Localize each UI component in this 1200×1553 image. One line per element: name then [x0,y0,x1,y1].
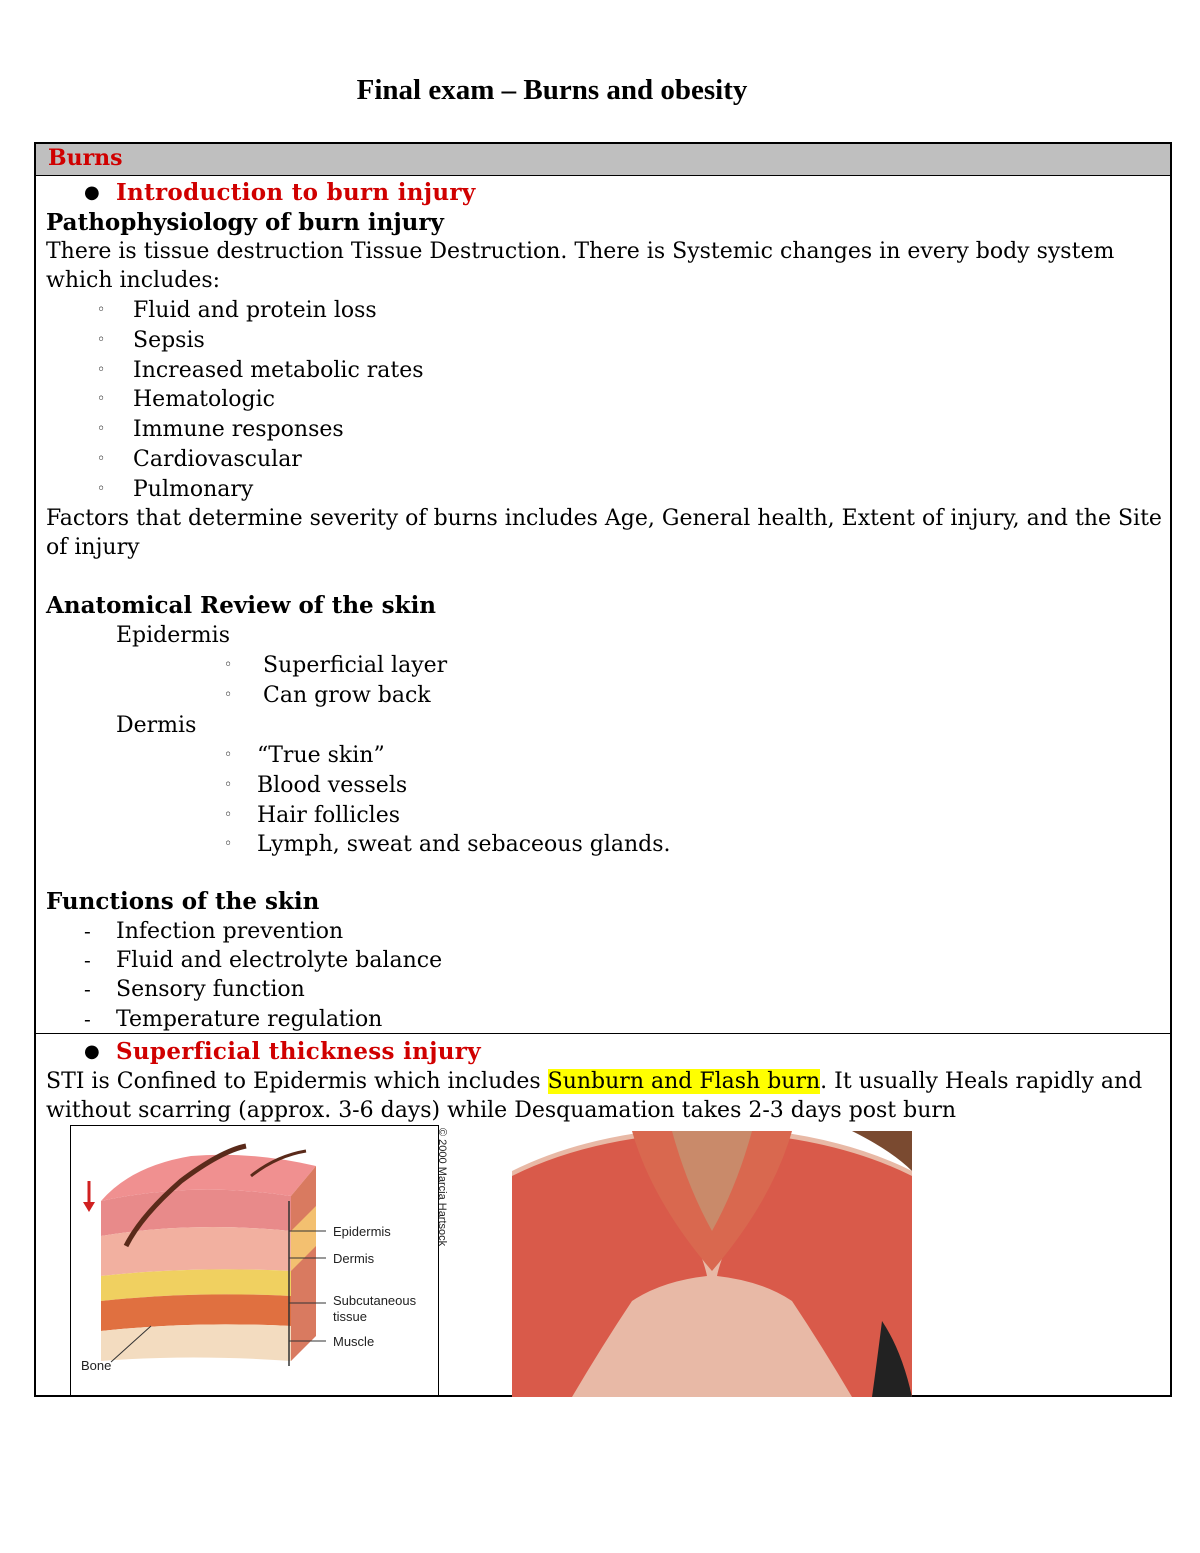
epidermis-item: Superficial layer [263,653,448,678]
dermis-item: Blood vessels [257,772,408,798]
intro-text-line2: which includes: [46,268,221,293]
label-bone: Bone [81,1358,112,1373]
dermis-item: Lymph, sweat and sebaceous glands. [257,832,671,858]
section-header-row [36,144,1170,176]
function-item: Fluid and electrolyte balance [116,948,443,974]
dermis-item: Hair follicles [257,802,401,828]
dash-bullet-icon: - [84,977,91,1002]
circle-bullet-icon: ◦ [224,836,233,853]
label-tissue: tissue [333,1309,367,1324]
circle-bullet-icon: ◦ [224,686,233,703]
label-epidermis: Epidermis [333,1224,391,1239]
pathophysiology-heading: Pathophysiology of burn injury [46,209,444,236]
label-subcutaneous: Subcutaneous [333,1293,417,1308]
document-title: Final exam – Burns and obesity [356,74,748,106]
skin-cross-section-illustration [71,1126,439,1396]
superficial-line1-post: . It usually Heals rapidly and [820,1069,1143,1094]
circle-bullet-icon: ◦ [224,747,233,763]
superficial-line1-pre: STI is Confined to Epidermis which includes [46,1069,548,1094]
circle-bullet-icon: ◦ [224,776,233,793]
systemic-change-item: Fluid and protein loss [133,298,377,323]
circle-bullet-icon: ◦ [224,657,233,673]
sunburn-illustration [512,1131,912,1397]
systemic-change-item: Immune responses [133,417,344,443]
sunburn-back-photo [512,1131,912,1397]
dash-bullet-icon: - [84,948,91,973]
dermis-label: Dermis [116,713,197,738]
dash-bullet-icon: - [84,919,91,943]
circle-bullet-icon: ◦ [97,391,106,408]
anatomy-heading: Anatomical Review of the skin [46,592,437,619]
circle-bullet-icon: ◦ [97,421,106,438]
systemic-change-item: Hematologic [133,387,275,413]
highlighted-sunburn-flash-burn: Sunburn and Flash burn [547,1069,821,1094]
dash-bullet-icon: - [84,1006,91,1031]
factors-line2: of injury [46,535,140,560]
epidermis-label: Epidermis [116,623,230,648]
factors-line1: Factors that determine severity of burns includes Age, General health, Extent of injury, and the Site [46,506,1162,531]
superficial-line1 [46,1067,1142,1097]
systemic-change-item: Pulmonary [133,476,254,502]
circle-bullet-icon: ◦ [224,806,233,823]
superficial-heading: Superficial thickness injury [116,1038,481,1065]
diagram-credit: © 2000 Marcia Hartsock [436,1128,448,1247]
function-item: Infection prevention [116,919,344,944]
functions-heading: Functions of the skin [46,888,320,915]
superficial-line2: without scarring (approx. 3-6 days) while Desquamation takes 2-3 days post burn [46,1098,957,1123]
circle-bullet-icon: ◦ [97,331,106,348]
label-dermis: Dermis [333,1251,375,1266]
intro-heading: Introduction to burn injury [116,179,476,206]
circle-bullet-icon: ◦ [97,451,106,467]
function-item: Sensory function [116,977,305,1003]
systemic-change-item: Cardiovascular [133,447,302,472]
bullet-icon: ● [84,182,100,203]
systemic-change-item: Increased metabolic rates [133,357,424,383]
intro-text-line1: There is tissue destruction Tissue Destruction. There is Systemic changes in every body system [46,239,1115,264]
circle-bullet-icon: ◦ [97,480,106,497]
circle-bullet-icon: ◦ [97,302,106,318]
label-muscle: Muscle [333,1334,375,1349]
bullet-icon: ● [84,1041,100,1062]
function-item: Temperature regulation [116,1006,383,1032]
circle-bullet-icon: ◦ [97,361,106,378]
skin-layers-diagram [70,1125,439,1396]
epidermis-item: Can grow back [263,682,431,708]
dermis-item: “True skin” [257,743,385,768]
systemic-change-item: Sepsis [133,327,205,353]
section-header: Burns [48,145,123,171]
